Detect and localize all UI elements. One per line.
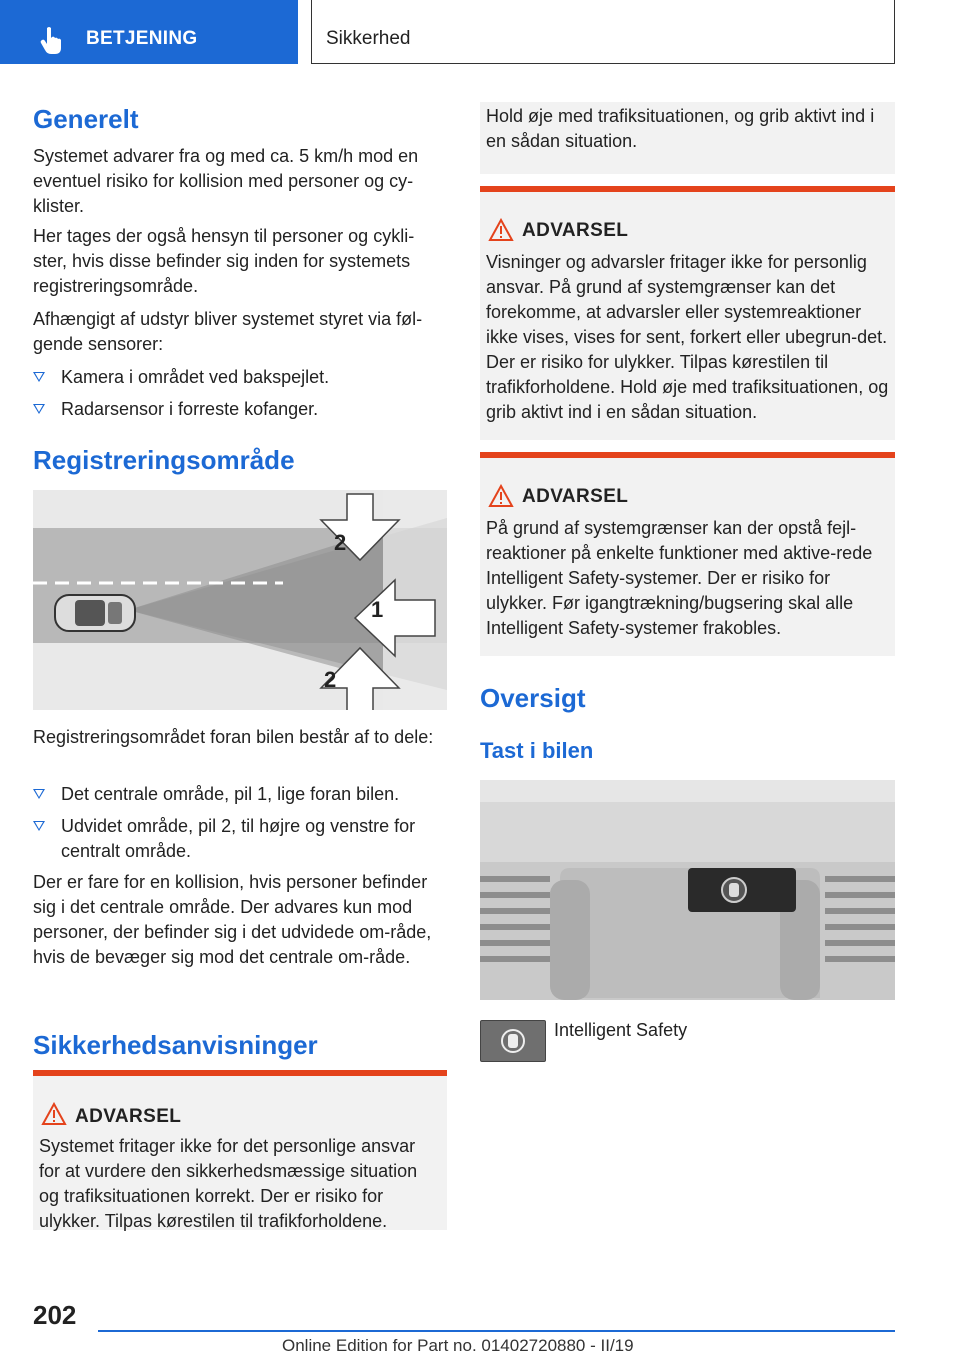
warning-text: Systemet fritager ikke for det personlige ansvar for at vurdere den sikkerhedsmæssige situation og trafiksituationen korrekt. Der er risiko for ulykker. Tilpas kørestilen til trafikforholdene. — [39, 1136, 418, 1231]
intelligent-safety-icon — [481, 1021, 545, 1061]
list-item: Kamera i området ved bakspejlet. — [33, 365, 447, 390]
pointing-hand-icon — [38, 25, 68, 55]
button-caption: Intelligent Safety — [554, 1020, 688, 1040]
warning-box — [480, 452, 895, 656]
sensor-list — [33, 365, 447, 429]
heading-oversigt: Oversigt — [480, 683, 586, 713]
intelligent-safety-button[interactable] — [480, 1020, 546, 1062]
list-item: Det centrale område, pil 1, lige foran bilen. — [33, 782, 447, 807]
detection-area-diagram — [33, 490, 447, 710]
area-list — [33, 782, 447, 871]
paragraph: Systemet advarer fra og med ca. 5 km/h mod en eventuel risiko for kollision med personer og cy-klister. — [33, 146, 419, 216]
section-title: Sikkerhed — [326, 28, 411, 49]
paragraph: Der er fare for en kollision, hvis personer befinder sig i det centrale område. Der advares kun mod personer, der befinder sig i det udvidede om-råde, hvis de bevæger sig mod det centrale om-råde. — [33, 872, 432, 967]
paragraph: Her tages der også hensyn til personer og cykli-ster, hvis disse befinder sig inden for systemets registreringsområde. — [33, 226, 415, 296]
paragraph: Afhængigt af udstyr bliver systemet styret via føl-gende sensorer: — [33, 309, 423, 354]
bullet-triangle-icon — [33, 821, 45, 831]
warning-heading: ADVARSEL — [522, 220, 629, 241]
bullet-triangle-icon — [33, 372, 45, 382]
footer-rule — [98, 1330, 895, 1332]
car-icon — [55, 595, 135, 631]
section-header — [311, 0, 895, 64]
list-item: Udvidet område, pil 2, til højre og venstre for centralt område. — [33, 814, 447, 864]
diagram-label: 2 — [324, 667, 337, 692]
diagram-label: 2 — [334, 530, 347, 555]
warning-heading: ADVARSEL — [75, 1106, 182, 1127]
chapter-tab-label: BETJENING — [86, 28, 198, 49]
heading-registreringsomraade: Registreringsområde — [33, 445, 295, 475]
continued-text: Hold øje med trafiksituationen, og grib aktivt ind i en sådan situation. — [486, 106, 875, 151]
footer-edition: Online Edition for Part no. 01402720880 - II/19 — [282, 1336, 634, 1355]
console-photo — [480, 780, 895, 1000]
chapter-tab[interactable] — [0, 0, 298, 64]
warning-text: På grund af systemgrænser kan der opstå fejl-reaktioner på enkelte funktioner med aktive-rede Intelligent Safety-systemer. Der er risiko for ulykker. Før igangtrækning/bugsering skal alle Intelligent Safety-systemer frakobles. — [486, 518, 873, 638]
warning-heading: ADVARSEL — [522, 486, 629, 507]
page-number: 202 — [33, 1300, 77, 1330]
paragraph: Registreringsområdet foran bilen består af to dele: — [33, 727, 434, 747]
bullet-triangle-icon — [33, 789, 45, 799]
warning-triangle-icon — [488, 218, 514, 242]
warning-triangle-icon — [488, 484, 514, 508]
diagram-label: 1 — [371, 597, 384, 622]
continued-box — [480, 102, 895, 174]
warning-box — [480, 186, 895, 440]
warning-text: Visninger og advarsler fritager ikke for personlig ansvar. På grund af systemgrænser kan det forekomme, at advarsler eller systemreaktioner ikke vises, vises for sent, forkert eller ubegrun-det. Der er risiko for ulykker. Tilpas kørestilen til trafikforholdene. Hold øje med trafiksituationen, og grib aktivt ind i en sådan situation. — [486, 252, 889, 422]
heading-sikkerhedsanvisninger: Sikkerhedsanvisninger — [33, 1030, 318, 1060]
list-item: Radarsensor i forreste kofanger. — [33, 397, 447, 422]
bullet-triangle-icon — [33, 404, 45, 414]
heading-tast-i-bilen: Tast i bilen — [480, 738, 594, 763]
warning-triangle-icon — [41, 1102, 67, 1126]
heading-generelt: Generelt — [33, 104, 139, 134]
warning-box — [33, 1070, 447, 1230]
